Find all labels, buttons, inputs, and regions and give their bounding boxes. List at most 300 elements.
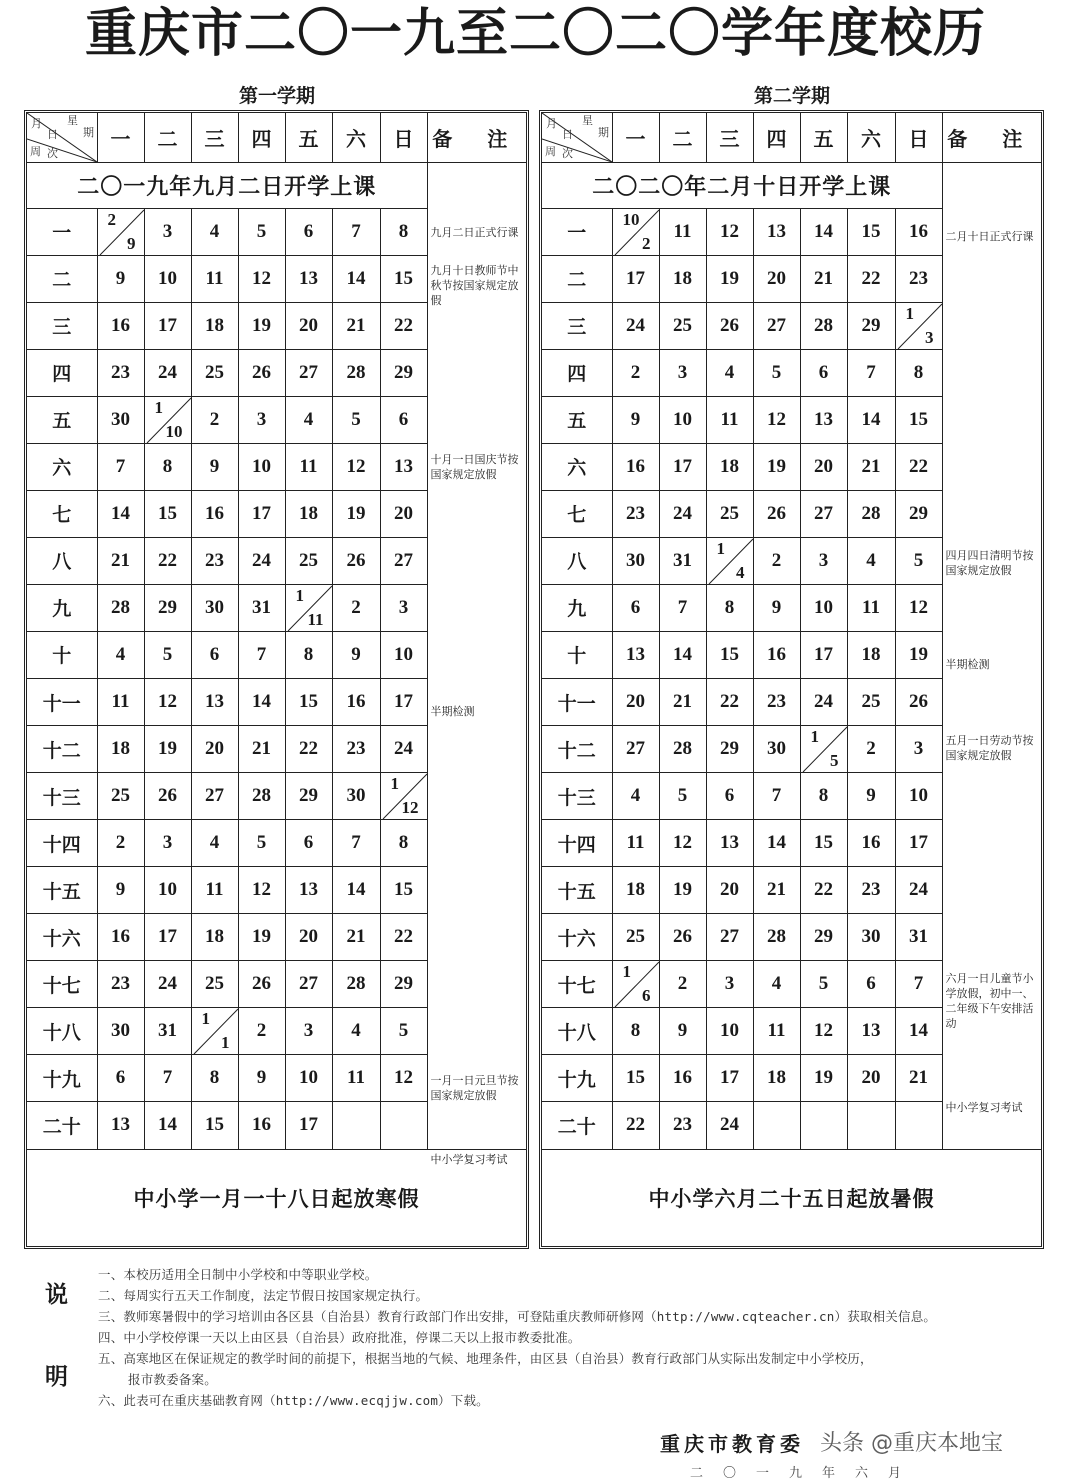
day-cell: 13 <box>285 255 332 302</box>
day-cell: 26 <box>706 302 753 349</box>
day-cell: 12 <box>380 1055 427 1102</box>
prev-day: 1 <box>295 585 304 605</box>
day-cell: 18 <box>612 867 659 914</box>
day-cell: 29 <box>380 961 427 1008</box>
remark-note: 中小学复习考试 <box>945 1100 1023 1114</box>
day-cell <box>895 1102 942 1149</box>
day-cell: 22 <box>706 679 753 726</box>
day-cell: 19 <box>238 302 285 349</box>
day-cell: 24 <box>659 490 706 537</box>
new-month: 5 <box>830 751 839 771</box>
week-number: 一 <box>542 208 612 255</box>
day-cell: 3 <box>144 208 191 255</box>
day-cell: 21 <box>659 679 706 726</box>
week-number: 六 <box>542 443 612 490</box>
day-cell: 8 <box>380 820 427 867</box>
day-cell: 17 <box>144 914 191 961</box>
day-cell: 23 <box>191 537 238 584</box>
remark-note: 六月一日儿童节小学放假，初中一、二年级下午安排活动 <box>945 971 1034 1030</box>
day-cell: 8 <box>895 349 942 396</box>
month-start-cell <box>380 773 427 820</box>
week-number: 二 <box>542 255 612 302</box>
week-number: 十六 <box>27 914 97 961</box>
remark-note: 一月一日元旦节按国家规定放假 <box>430 1073 519 1102</box>
day-cell: 5 <box>238 820 285 867</box>
day-cell: 7 <box>332 208 380 255</box>
day-cell: 11 <box>612 820 659 867</box>
day-cell: 19 <box>332 490 380 537</box>
day-cell: 22 <box>847 255 895 302</box>
weekday-header: 六 <box>332 113 380 162</box>
day-cell: 14 <box>800 208 847 255</box>
prev-day: 1 <box>905 303 914 323</box>
day-cell: 9 <box>659 1008 706 1055</box>
weekday-header: 日 <box>895 113 942 162</box>
day-cell: 22 <box>380 914 427 961</box>
day-cell: 14 <box>332 867 380 914</box>
day-cell: 22 <box>800 867 847 914</box>
day-cell: 29 <box>285 773 332 820</box>
prev-day: 1 <box>154 397 163 417</box>
day-cell: 12 <box>238 255 285 302</box>
day-cell: 30 <box>332 773 380 820</box>
day-cell: 5 <box>144 631 191 678</box>
day-cell: 20 <box>706 867 753 914</box>
day-cell: 4 <box>191 820 238 867</box>
day-cell: 26 <box>895 679 942 726</box>
day-cell: 26 <box>332 537 380 584</box>
day-cell: 24 <box>144 349 191 396</box>
term-start-banner: 二〇二〇年二月十日开学上课 <box>542 162 942 208</box>
note-item-continued: 报市教委备案。 <box>128 1372 217 1387</box>
day-cell: 12 <box>800 1008 847 1055</box>
day-cell: 14 <box>332 255 380 302</box>
diagonal-divider-icon <box>192 1008 239 1055</box>
remark-note: 半期检测 <box>430 704 475 718</box>
week-number: 十五 <box>542 867 612 914</box>
day-cell: 16 <box>238 1102 285 1149</box>
week-number: 九 <box>27 584 97 631</box>
day-cell: 19 <box>144 726 191 773</box>
day-cell: 12 <box>706 208 753 255</box>
day-cell: 17 <box>238 490 285 537</box>
day-cell: 19 <box>659 867 706 914</box>
day-cell: 28 <box>847 490 895 537</box>
day-cell: 11 <box>332 1055 380 1102</box>
day-cell: 15 <box>380 255 427 302</box>
day-cell: 31 <box>659 537 706 584</box>
day-cell: 17 <box>659 443 706 490</box>
notes-list <box>98 1264 1058 1411</box>
day-cell: 2 <box>332 584 380 631</box>
day-cell: 18 <box>659 255 706 302</box>
new-month: 3 <box>925 327 934 347</box>
day-cell: 20 <box>380 490 427 537</box>
day-cell: 26 <box>659 914 706 961</box>
day-cell: 29 <box>144 584 191 631</box>
day-cell: 21 <box>847 443 895 490</box>
remark-note: 九月十日教师节中秋节按国家规定放假 <box>430 263 519 307</box>
day-cell: 21 <box>753 867 800 914</box>
day-cell: 2 <box>847 726 895 773</box>
day-cell: 5 <box>895 537 942 584</box>
day-cell: 21 <box>895 1055 942 1102</box>
note-item: 三、教师寒暑假中的学习培训由各区县（自治县）教育行政部门作出安排，可登陆重庆教师研修网（http://www.cqteacher.cn）获取相关信息。 <box>98 1309 937 1324</box>
prev-day: 1 <box>622 962 631 982</box>
day-cell: 21 <box>332 914 380 961</box>
day-cell: 15 <box>847 208 895 255</box>
prev-day: 1 <box>390 774 399 794</box>
day-cell: 7 <box>238 631 285 678</box>
diagonal-divider-icon <box>98 209 145 256</box>
diagonal-divider-icon <box>801 726 848 773</box>
day-cell: 10 <box>800 584 847 631</box>
note-item: 一、本校历适用全日制中小学校和中等职业学校。 <box>98 1267 378 1282</box>
remark-note: 五月一日劳动节按国家规定放假 <box>945 733 1034 762</box>
day-cell: 17 <box>380 679 427 726</box>
week-number: 十二 <box>542 726 612 773</box>
day-cell: 27 <box>380 537 427 584</box>
day-cell: 14 <box>753 820 800 867</box>
day-cell: 18 <box>191 302 238 349</box>
day-cell: 22 <box>895 443 942 490</box>
calendar-table <box>27 113 526 1247</box>
new-month: 9 <box>127 233 136 253</box>
vacation-banner: 中小学六月二十五日起放暑假 <box>542 1149 1041 1247</box>
day-cell: 13 <box>612 631 659 678</box>
weekday-header: 五 <box>800 113 847 162</box>
day-cell: 26 <box>238 961 285 1008</box>
day-cell: 15 <box>800 820 847 867</box>
day-cell: 7 <box>895 961 942 1008</box>
day-cell: 16 <box>332 679 380 726</box>
day-cell: 14 <box>144 1102 191 1149</box>
weekday-header: 三 <box>706 113 753 162</box>
day-cell: 27 <box>285 961 332 1008</box>
remark-note: 中小学复习考试 <box>430 1152 508 1166</box>
day-cell: 6 <box>612 584 659 631</box>
weekday-header: 五 <box>285 113 332 162</box>
day-cell: 31 <box>144 1008 191 1055</box>
day-cell: 23 <box>97 349 144 396</box>
day-cell: 16 <box>659 1055 706 1102</box>
day-cell: 12 <box>895 584 942 631</box>
day-cell: 30 <box>612 537 659 584</box>
day-cell: 30 <box>753 726 800 773</box>
remarks-header: 备 注 <box>942 113 1041 162</box>
day-cell: 15 <box>144 490 191 537</box>
day-cell: 20 <box>285 302 332 349</box>
term-1-calendar <box>24 110 529 1249</box>
day-cell: 23 <box>847 867 895 914</box>
day-cell: 6 <box>380 396 427 443</box>
day-cell: 28 <box>238 773 285 820</box>
day-cell: 25 <box>285 537 332 584</box>
day-cell: 11 <box>191 255 238 302</box>
page-title: 重庆市二〇一九至二〇二〇学年度校历 <box>84 3 986 64</box>
week-number: 十 <box>27 631 97 678</box>
day-cell: 4 <box>706 349 753 396</box>
day-cell: 29 <box>380 349 427 396</box>
week-number: 十九 <box>27 1055 97 1102</box>
note-item: 二、每周实行五天工作制度，法定节假日按国家规定执行。 <box>98 1288 429 1303</box>
new-month: 2 <box>642 233 651 253</box>
day-cell: 26 <box>144 773 191 820</box>
day-cell: 12 <box>144 679 191 726</box>
week-number: 五 <box>542 396 612 443</box>
day-cell: 10 <box>659 396 706 443</box>
day-cell: 25 <box>659 302 706 349</box>
day-cell: 16 <box>97 914 144 961</box>
day-cell: 31 <box>895 914 942 961</box>
day-cell: 2 <box>753 537 800 584</box>
term-1-title: 第一学期 <box>238 85 315 107</box>
week-number: 十七 <box>27 961 97 1008</box>
prev-day: 10 <box>622 209 640 229</box>
prev-day: 1 <box>716 538 725 558</box>
day-cell: 11 <box>97 679 144 726</box>
day-cell: 28 <box>800 302 847 349</box>
day-cell: 6 <box>847 961 895 1008</box>
remarks-header: 备 注 <box>427 113 526 162</box>
day-cell: 21 <box>332 302 380 349</box>
day-cell: 14 <box>659 631 706 678</box>
day-cell: 15 <box>380 867 427 914</box>
day-cell: 14 <box>895 1008 942 1055</box>
day-cell: 7 <box>847 349 895 396</box>
day-cell: 11 <box>753 1008 800 1055</box>
new-month: 6 <box>642 986 651 1006</box>
weekday-header: 六 <box>847 113 895 162</box>
day-cell: 17 <box>895 820 942 867</box>
day-cell: 19 <box>800 1055 847 1102</box>
vacation-banner: 中小学一月一十八日起放寒假 <box>27 1149 526 1247</box>
day-cell: 15 <box>706 631 753 678</box>
week-number: 三 <box>27 302 97 349</box>
week-number: 十四 <box>27 820 97 867</box>
day-cell: 13 <box>97 1102 144 1149</box>
day-cell <box>847 1102 895 1149</box>
day-cell: 3 <box>285 1008 332 1055</box>
calendar-table <box>542 113 1041 1247</box>
day-cell: 30 <box>97 396 144 443</box>
day-cell: 31 <box>238 584 285 631</box>
notes-label-bottom: 明 <box>45 1364 68 1390</box>
note-item: 四、中小学校停课一天以上由区县（自治县）政府批准，停课二天以上报市教委批准。 <box>98 1330 581 1345</box>
week-number: 五 <box>27 396 97 443</box>
day-cell: 2 <box>238 1008 285 1055</box>
day-cell: 7 <box>144 1055 191 1102</box>
day-cell: 11 <box>191 867 238 914</box>
week-number: 十一 <box>542 679 612 726</box>
day-cell: 13 <box>753 208 800 255</box>
day-cell: 16 <box>191 490 238 537</box>
day-cell: 14 <box>847 396 895 443</box>
day-cell: 3 <box>800 537 847 584</box>
day-cell: 2 <box>659 961 706 1008</box>
day-cell: 13 <box>706 820 753 867</box>
day-cell: 11 <box>847 584 895 631</box>
day-cell: 6 <box>285 820 332 867</box>
day-cell: 20 <box>847 1055 895 1102</box>
day-cell: 20 <box>753 255 800 302</box>
day-cell: 27 <box>706 914 753 961</box>
week-number: 十 <box>542 631 612 678</box>
day-cell: 2 <box>97 820 144 867</box>
day-cell: 25 <box>191 961 238 1008</box>
day-cell: 28 <box>659 726 706 773</box>
week-number: 十六 <box>542 914 612 961</box>
day-cell: 23 <box>332 726 380 773</box>
diagonal-divider-icon <box>896 303 943 350</box>
day-cell: 9 <box>97 255 144 302</box>
day-cell: 24 <box>800 679 847 726</box>
day-cell: 9 <box>97 867 144 914</box>
diagonal-divider-icon <box>707 538 754 585</box>
day-cell: 10 <box>238 443 285 490</box>
day-cell: 10 <box>285 1055 332 1102</box>
day-cell: 8 <box>612 1008 659 1055</box>
day-cell: 18 <box>706 443 753 490</box>
week-number: 十二 <box>27 726 97 773</box>
new-month: 11 <box>307 609 324 629</box>
month-start-cell <box>800 726 847 773</box>
day-cell: 6 <box>800 349 847 396</box>
month-start-cell <box>895 302 942 349</box>
remark-note: 四月四日清明节按国家规定放假 <box>945 548 1034 577</box>
day-cell: 15 <box>191 1102 238 1149</box>
week-number: 二十 <box>27 1102 97 1149</box>
day-cell: 23 <box>753 679 800 726</box>
day-cell: 20 <box>191 726 238 773</box>
week-number: 六 <box>27 443 97 490</box>
week-number: 一 <box>27 208 97 255</box>
day-cell: 24 <box>238 537 285 584</box>
day-cell: 25 <box>847 679 895 726</box>
day-cell: 5 <box>800 961 847 1008</box>
week-number: 二 <box>27 255 97 302</box>
day-cell: 25 <box>612 914 659 961</box>
day-cell: 3 <box>659 349 706 396</box>
day-cell: 13 <box>191 679 238 726</box>
day-cell: 21 <box>238 726 285 773</box>
day-cell: 7 <box>753 773 800 820</box>
day-cell <box>332 1102 380 1149</box>
day-cell: 13 <box>380 443 427 490</box>
day-cell: 19 <box>706 255 753 302</box>
week-number: 七 <box>27 490 97 537</box>
day-cell: 3 <box>380 584 427 631</box>
week-number: 七 <box>542 490 612 537</box>
prev-day: 1 <box>810 727 819 747</box>
day-cell: 22 <box>144 537 191 584</box>
day-cell: 24 <box>144 961 191 1008</box>
notes-section <box>40 1262 1060 1412</box>
day-cell: 11 <box>706 396 753 443</box>
day-cell: 11 <box>659 208 706 255</box>
day-cell: 5 <box>659 773 706 820</box>
month-start-cell <box>612 208 659 255</box>
day-cell: 9 <box>332 631 380 678</box>
day-cell: 16 <box>753 631 800 678</box>
week-number: 十五 <box>27 867 97 914</box>
day-cell: 4 <box>332 1008 380 1055</box>
day-cell: 8 <box>800 773 847 820</box>
day-cell: 12 <box>238 867 285 914</box>
term-2-calendar <box>539 110 1044 1249</box>
weekday-header: 二 <box>144 113 191 162</box>
day-cell: 12 <box>659 820 706 867</box>
signature-date: 二〇一九年六月 <box>690 1466 922 1480</box>
notes-label-top: 说 <box>45 1282 68 1308</box>
week-number: 十八 <box>27 1008 97 1055</box>
day-cell: 15 <box>612 1055 659 1102</box>
week-number: 十九 <box>542 1055 612 1102</box>
note-item: 六、此表可在重庆基础教育网（http://www.ecqjjw.com）下载。 <box>98 1393 489 1408</box>
day-cell: 4 <box>847 537 895 584</box>
month-start-cell <box>706 537 753 584</box>
week-number: 九 <box>542 584 612 631</box>
new-month: 4 <box>736 562 745 582</box>
remark-note: 九月二日正式行课 <box>430 225 519 239</box>
day-cell: 5 <box>753 349 800 396</box>
day-cell: 29 <box>706 726 753 773</box>
week-number: 八 <box>27 537 97 584</box>
day-cell: 6 <box>706 773 753 820</box>
day-cell: 24 <box>895 867 942 914</box>
weekday-header: 一 <box>612 113 659 162</box>
day-cell: 27 <box>612 726 659 773</box>
day-cell: 28 <box>97 584 144 631</box>
week-number: 四 <box>542 349 612 396</box>
day-cell: 2 <box>191 396 238 443</box>
day-cell: 11 <box>285 443 332 490</box>
day-cell: 4 <box>285 396 332 443</box>
day-cell: 22 <box>380 302 427 349</box>
day-cell: 16 <box>97 302 144 349</box>
day-cell: 27 <box>800 490 847 537</box>
day-cell: 4 <box>97 631 144 678</box>
day-cell: 3 <box>706 961 753 1008</box>
day-cell: 8 <box>285 631 332 678</box>
day-cell: 9 <box>753 584 800 631</box>
day-cell: 16 <box>612 443 659 490</box>
day-cell: 25 <box>191 349 238 396</box>
day-cell: 14 <box>97 490 144 537</box>
day-cell: 28 <box>753 914 800 961</box>
day-cell: 15 <box>895 396 942 443</box>
day-cell: 20 <box>612 679 659 726</box>
day-cell <box>380 1102 427 1149</box>
day-cell: 17 <box>612 255 659 302</box>
day-cell: 30 <box>191 584 238 631</box>
weekday-header: 三 <box>191 113 238 162</box>
day-cell: 13 <box>847 1008 895 1055</box>
day-cell: 13 <box>285 867 332 914</box>
day-cell: 28 <box>332 349 380 396</box>
corner-header-cell: 月 日 星 期 周 次 <box>27 113 97 162</box>
remarks-column <box>427 162 526 1166</box>
day-cell: 8 <box>706 584 753 631</box>
day-cell: 20 <box>285 914 332 961</box>
weekday-header: 日 <box>380 113 427 162</box>
day-cell: 12 <box>753 396 800 443</box>
day-cell: 13 <box>800 396 847 443</box>
signature-org: 重庆市教育委 <box>660 1432 804 1456</box>
week-number: 十七 <box>542 961 612 1008</box>
day-cell: 24 <box>380 726 427 773</box>
day-cell <box>753 1102 800 1149</box>
